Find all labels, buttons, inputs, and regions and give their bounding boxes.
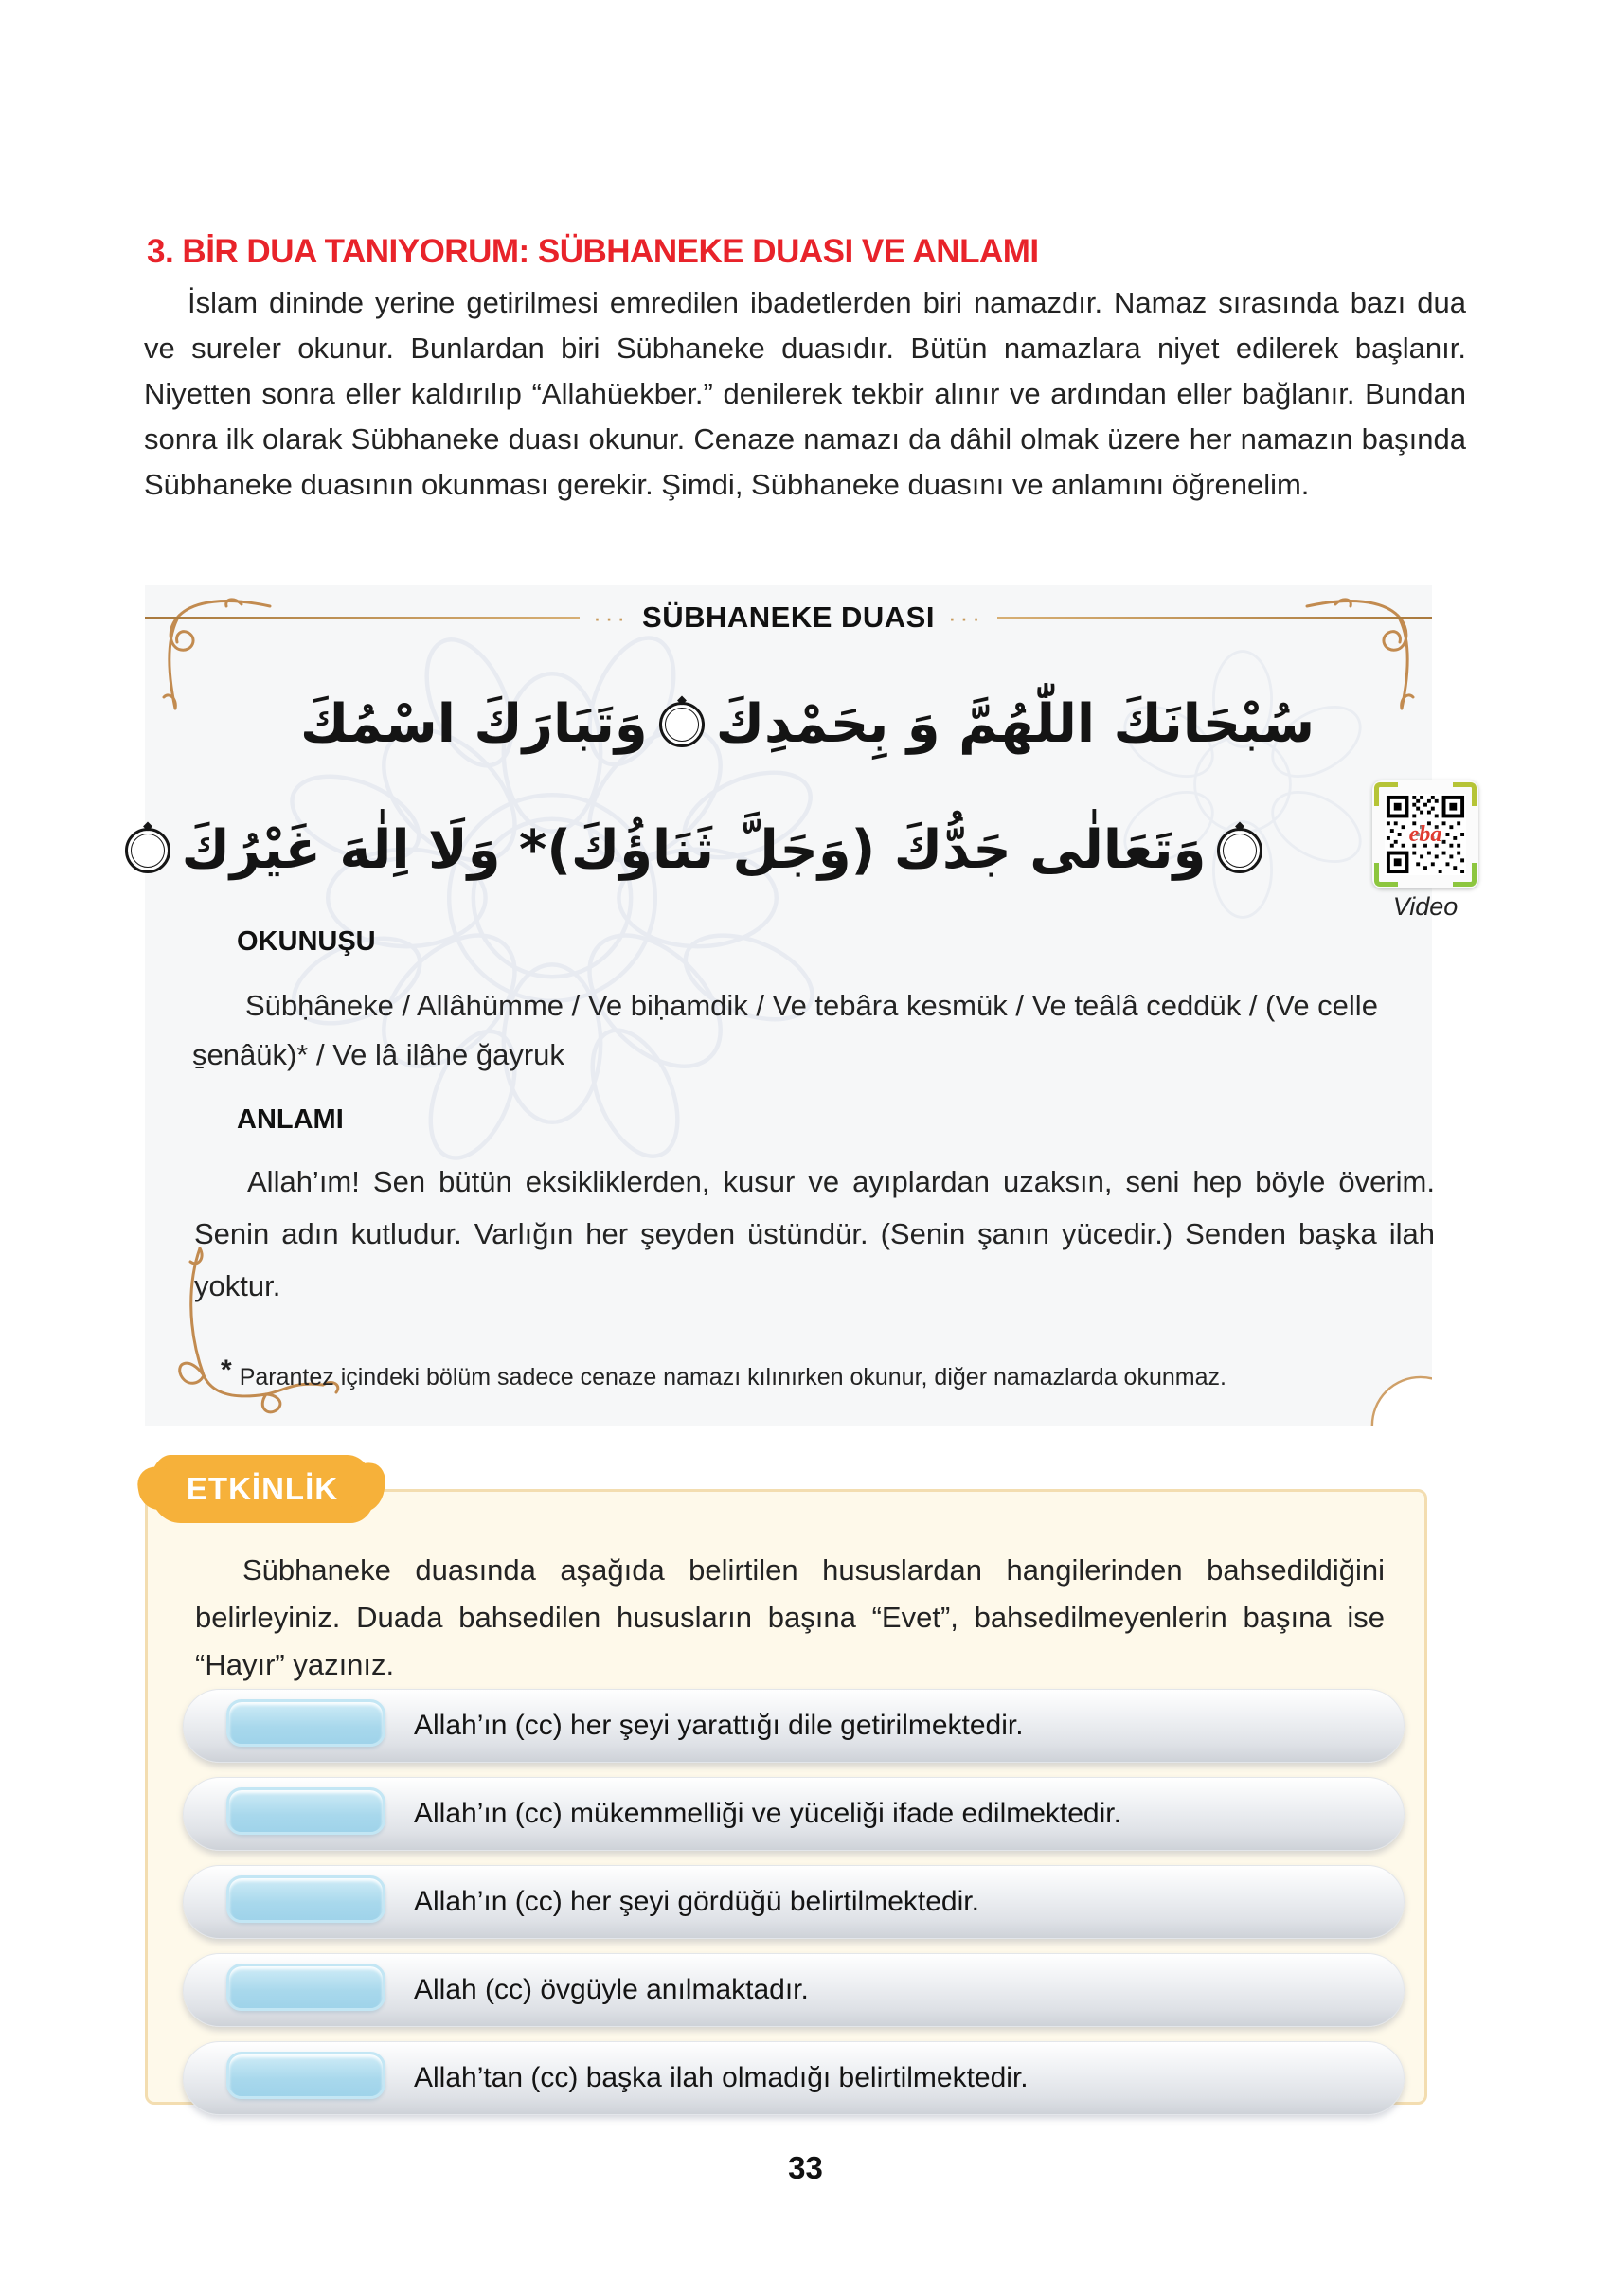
qr-corner-bracket bbox=[1453, 863, 1477, 887]
etkinlik-badge bbox=[150, 1455, 375, 1523]
prayer-title: SÜBHANEKE DUASI bbox=[642, 601, 935, 634]
activity-row bbox=[183, 1865, 1405, 1939]
okunusu-heading: OKUNUŞU bbox=[237, 926, 376, 957]
activity-row-text: Allah’ın (cc) her şeyi yarattığı dile getirilmektedir. bbox=[414, 1710, 1024, 1741]
answer-blank[interactable] bbox=[226, 1964, 385, 2011]
activity-row-text: Allah (cc) övgüyle anılmaktadır. bbox=[414, 1974, 809, 2005]
eba-logo: eba bbox=[1408, 822, 1442, 847]
activity-rows bbox=[183, 1689, 1405, 2129]
prayer-card bbox=[145, 585, 1435, 1426]
gold-divider-right bbox=[997, 617, 1432, 619]
etkinlik-badge-label: ETKİNLİK bbox=[186, 1471, 339, 1506]
gold-divider-left bbox=[145, 617, 580, 619]
activity-row-text: Allah’tan (cc) başka ilah olmadığı belirtilmektedir. bbox=[414, 2062, 1029, 2093]
activity-row bbox=[183, 1689, 1405, 1763]
activity-row bbox=[183, 1777, 1405, 1851]
activity-instructions: Sübhaneke duasında aşağıda belirtilen hususlardan hangilerinden bahsedildiğini belirleyiniz. Duada bahsedilen hususların başına “Evet”, bahsedilmeyenlerin başına ise “Hayır” yazınız. bbox=[195, 1553, 1385, 1681]
qr-corner-bracket bbox=[1453, 782, 1477, 806]
ayah-rosette-icon bbox=[659, 702, 705, 747]
okunusu-text: Sübḥâneke / Allâhümme / Ve biḥamdik / Ve tebâra kesmük / Ve teâlâ ceddük / (Ve celle s̱enâük)* / Ve lâ ilâhe ğayruk bbox=[192, 989, 1378, 1071]
arabic-prayer-line-2 bbox=[50, 789, 1337, 912]
ayah-rosette-icon bbox=[1217, 828, 1262, 873]
prayer-card-header bbox=[145, 601, 1432, 635]
qr-corner-bracket bbox=[1374, 863, 1398, 887]
intro-paragraph: İslam dininde yerine getirilmesi emredilen ibadetlerden biri namazdır. Namaz sırasında bazı dua ve sureler okunur. Bunlardan biri Sübhaneke duasıdır. Bütün namazlara niyet edilerek başlanır. Niyetten sonra eller kaldırılıp “Allahüekber.” denilerek tekbir alınır ve ardından eller bağlanır. Bundan sonra ilk olarak Sübhaneke duası okunur. Cenaze namazı da dâhil olmak üzere her namazın başında Sübhaneke duasının okunması gerekir. Şimdi, Sübhaneke duasını ve anlamını öğrenelim. bbox=[144, 286, 1466, 501]
answer-blank[interactable] bbox=[226, 1699, 385, 1747]
qr-code[interactable] bbox=[1372, 780, 1478, 888]
activity-row-text: Allah’ın (cc) her şeyi gördüğü belirtilmektedir. bbox=[414, 1886, 979, 1917]
footnote-text: Parantez içindeki bölüm sadece cenaze namazı kılınırken okunur, diğer namazlarda okunmaz. bbox=[239, 1364, 1226, 1390]
page-number: 33 bbox=[788, 2150, 823, 2185]
activity-row-text: Allah’ın (cc) mükemmelliği ve yüceliği ifade edilmektedir. bbox=[414, 1798, 1121, 1829]
activity-row bbox=[183, 2041, 1405, 2115]
ayah-rosette-icon bbox=[125, 828, 170, 873]
qr-video-label: Video bbox=[1392, 892, 1459, 921]
gold-dots: ··· bbox=[593, 603, 630, 632]
arabic-text: سُبْحَانَكَ اللّٰهُمَّ وَ بِحَمْدِكَ bbox=[715, 693, 1316, 755]
gold-dots: ··· bbox=[947, 603, 984, 632]
answer-blank[interactable] bbox=[226, 2052, 385, 2099]
page-title: 3. BİR DUA TANIYORUM: SÜBHANEKE DUASI VE ANLAMI bbox=[147, 233, 1039, 270]
activity-row bbox=[183, 1953, 1405, 2027]
arabic-text: وَتَبَارَكَ اسْمُكَ bbox=[299, 693, 648, 755]
footnote bbox=[221, 1354, 1395, 1391]
arabic-prayer-line-1 bbox=[164, 663, 1451, 786]
answer-blank[interactable] bbox=[226, 1875, 385, 1923]
answer-blank[interactable] bbox=[226, 1787, 385, 1835]
footnote-asterisk: * bbox=[221, 1354, 232, 1386]
anlami-heading: ANLAMI bbox=[237, 1104, 344, 1135]
qr-corner-bracket bbox=[1374, 782, 1398, 806]
anlami-text: Allah’ım! Sen bütün eksikliklerden, kusur ve ayıplardan uzaksın, seni hep böyle överim. Senin adın kutludur. Varlığın her şeyden üstündür. (Senin şanın yücedir.) Senden başka ilah yoktur. bbox=[194, 1165, 1435, 1302]
arabic-text: وَلَا اِلٰهَ غَيْرُكَ bbox=[181, 819, 501, 881]
activity-box bbox=[145, 1489, 1427, 2105]
arabic-text: وَتَعَالٰى جَدُّكَ (وَجَلَّ ثَنَاؤُكَ)* bbox=[519, 819, 1207, 881]
